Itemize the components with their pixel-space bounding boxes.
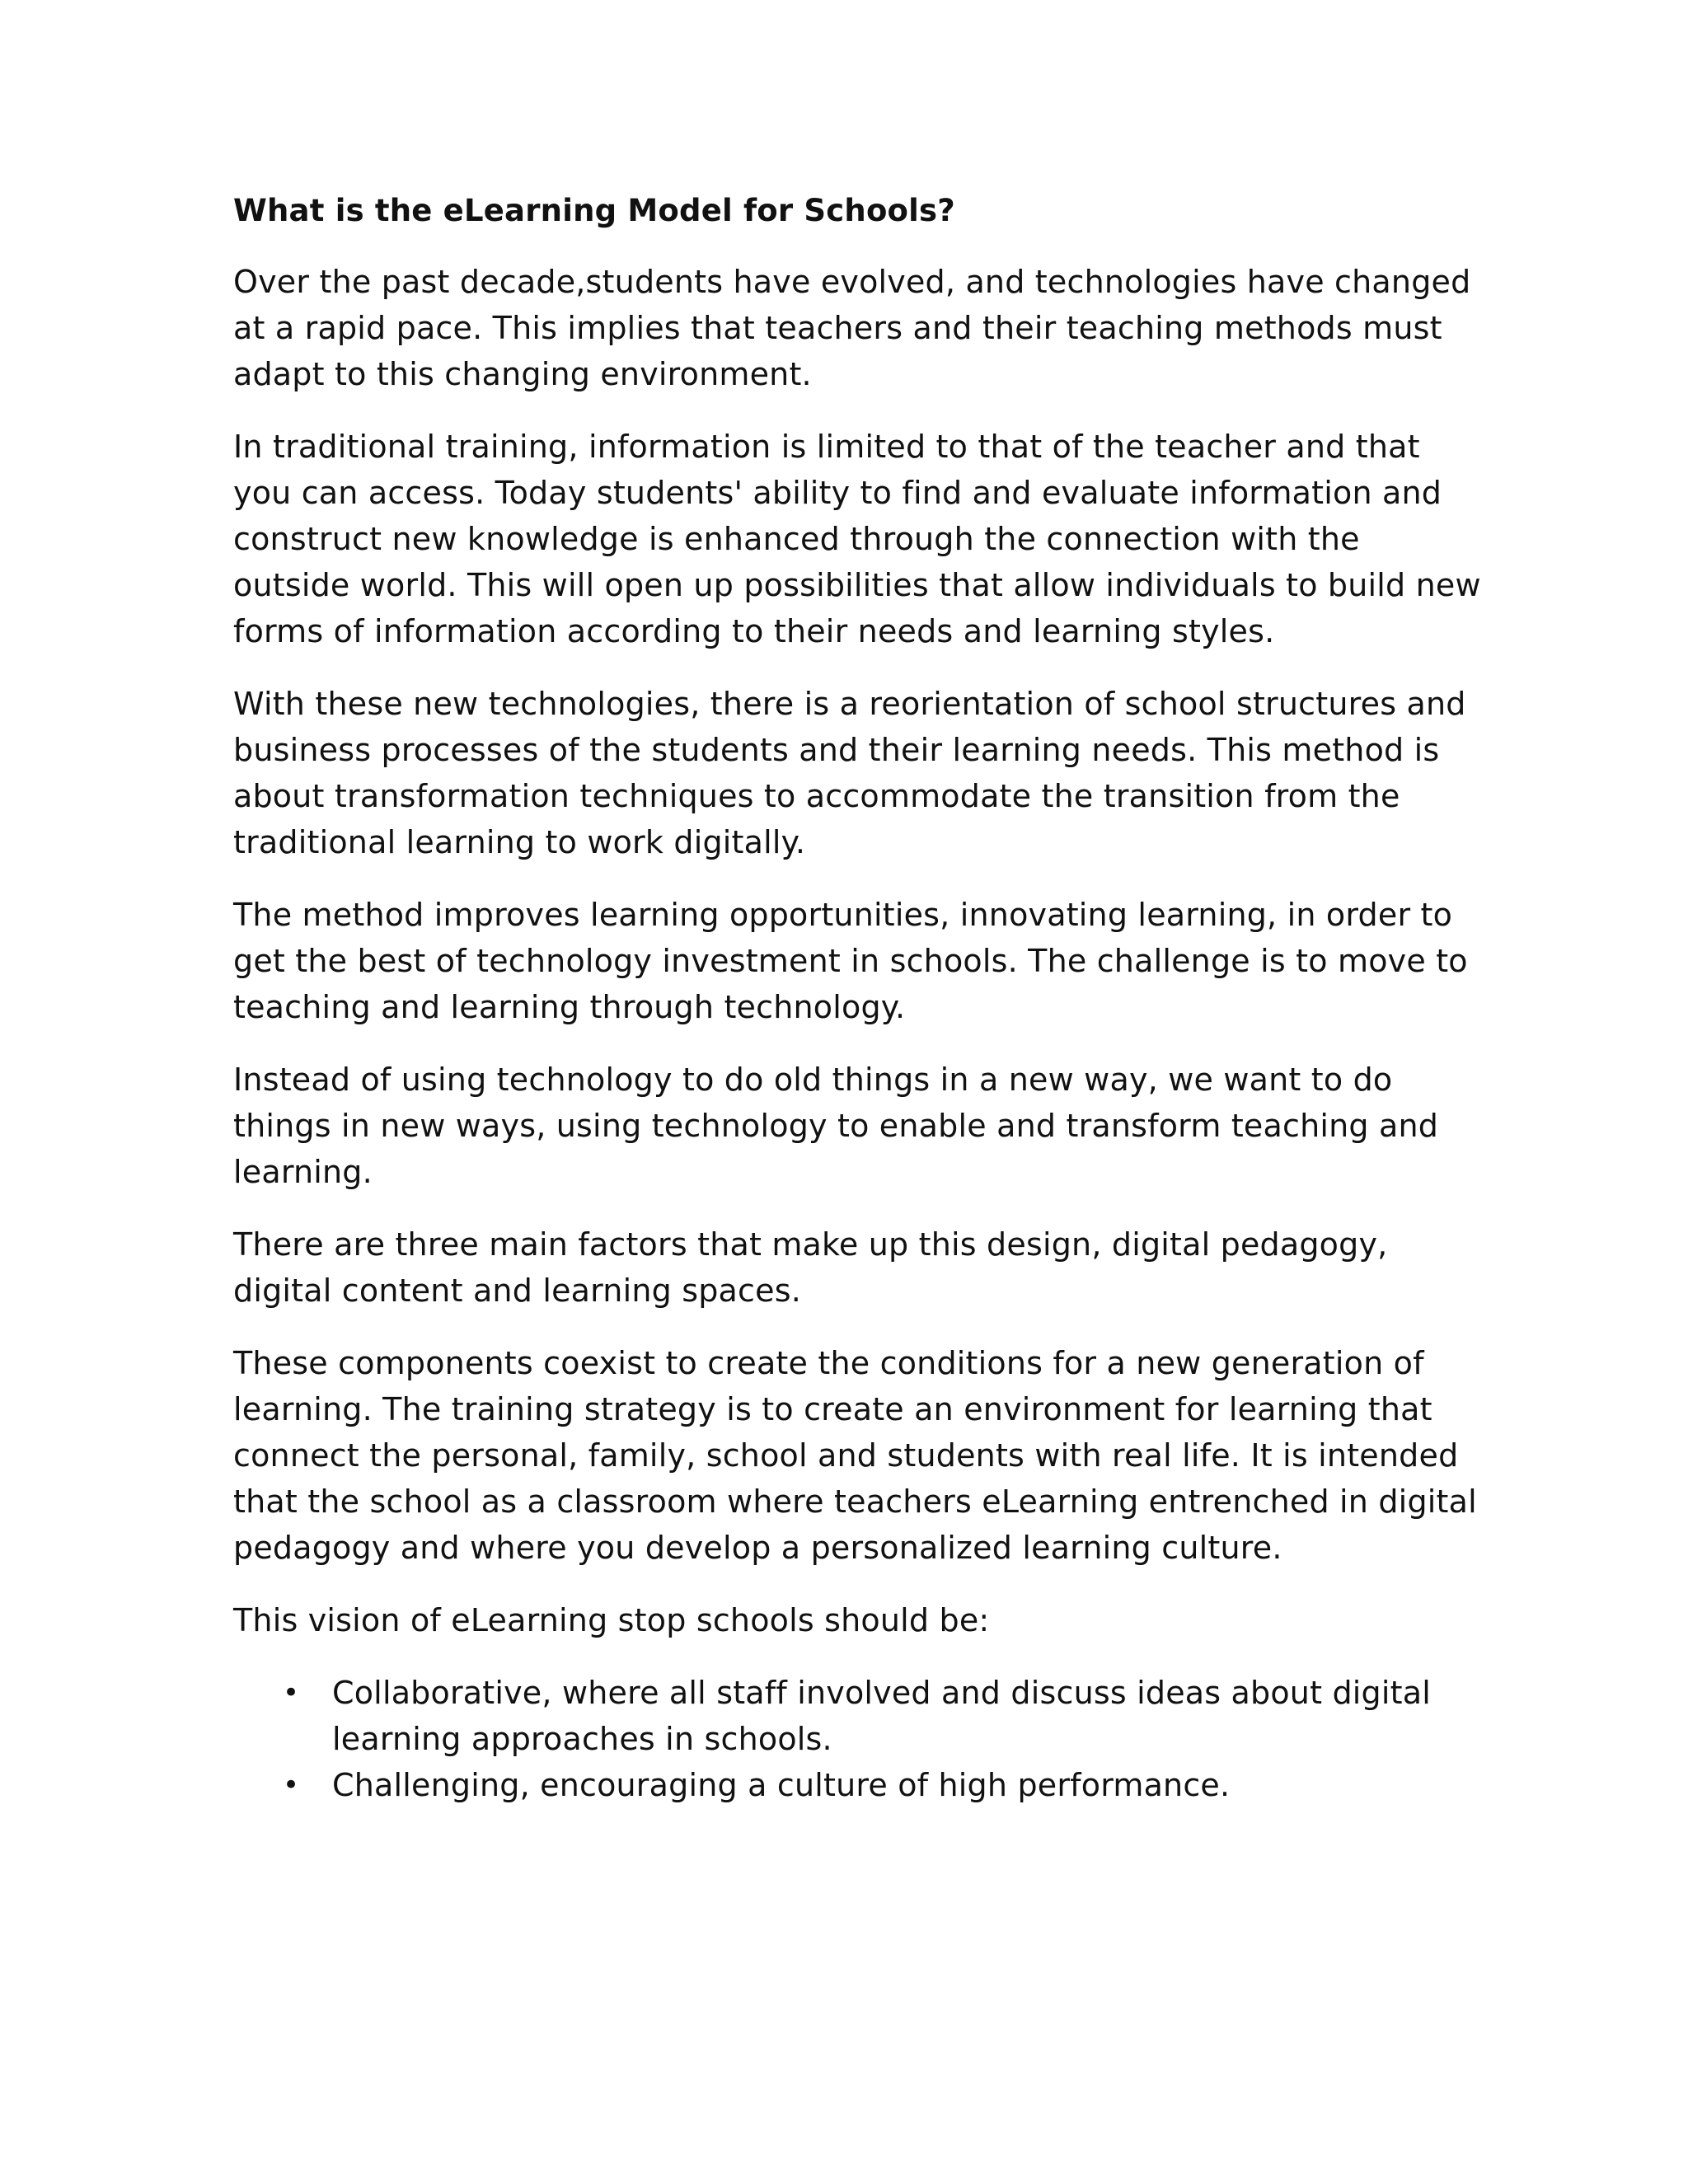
bullet-text-1: Collaborative, where all staff involved and discuss ideas about digital learning approaches in schools. bbox=[332, 1675, 1431, 1757]
bullet-icon: • bbox=[283, 1676, 300, 1709]
paragraph-4: The method improves learning opportunities, innovating learning, in order to get the best of technology investment in schools. The challenge is to move to teaching and learning through technology. bbox=[233, 897, 1468, 1025]
document-body bbox=[233, 188, 1486, 1808]
paragraph-1: Over the past decade,students have evolved, and technologies have changed at a rapid pace. This implies that teachers and their teaching methods must adapt to this changing environment. bbox=[233, 264, 1471, 392]
bullet-text-2: Challenging, encouraging a culture of high performance. bbox=[332, 1767, 1231, 1803]
bullet-item-2 bbox=[233, 1762, 1486, 1808]
paragraph-7: These components coexist to create the conditions for a new generation of learning. The training strategy is to create an environment for learning that connect the personal, family, school and students with real life. It is intended that the school as a classroom where teachers eLearning entrenched in digital pedagogy and where you develop a personalized learning culture. bbox=[233, 1345, 1477, 1566]
paragraph-8: This vision of eLearning stop schools should be: bbox=[233, 1602, 990, 1638]
paragraph-2: In traditional training, information is limited to that of the teacher and that you can access. Today students' ability to find and evaluate information and construct new knowledge is enhanced through the connection with the outside world. This will open up possibilities that allow individuals to build new forms of information according to their needs and learning styles. bbox=[233, 429, 1481, 649]
paragraph-6: There are three main factors that make up this design, digital pedagogy, digital content and learning spaces. bbox=[233, 1226, 1388, 1309]
bullet-item-1 bbox=[233, 1670, 1486, 1762]
bullet-icon: • bbox=[283, 1769, 300, 1802]
paragraph-5: Instead of using technology to do old things in a new way, we want to do things in new ways, using technology to enable and transform teaching and learning. bbox=[233, 1062, 1439, 1190]
paragraph-3: With these new technologies, there is a reorientation of school structures and business processes of the students and their learning needs. This method is about transformation techniques to accommodate the transition from the traditional learning to work digitally. bbox=[233, 686, 1466, 860]
bullet-list bbox=[233, 1670, 1486, 1808]
document-heading: What is the eLearning Model for Schools? bbox=[233, 193, 955, 228]
